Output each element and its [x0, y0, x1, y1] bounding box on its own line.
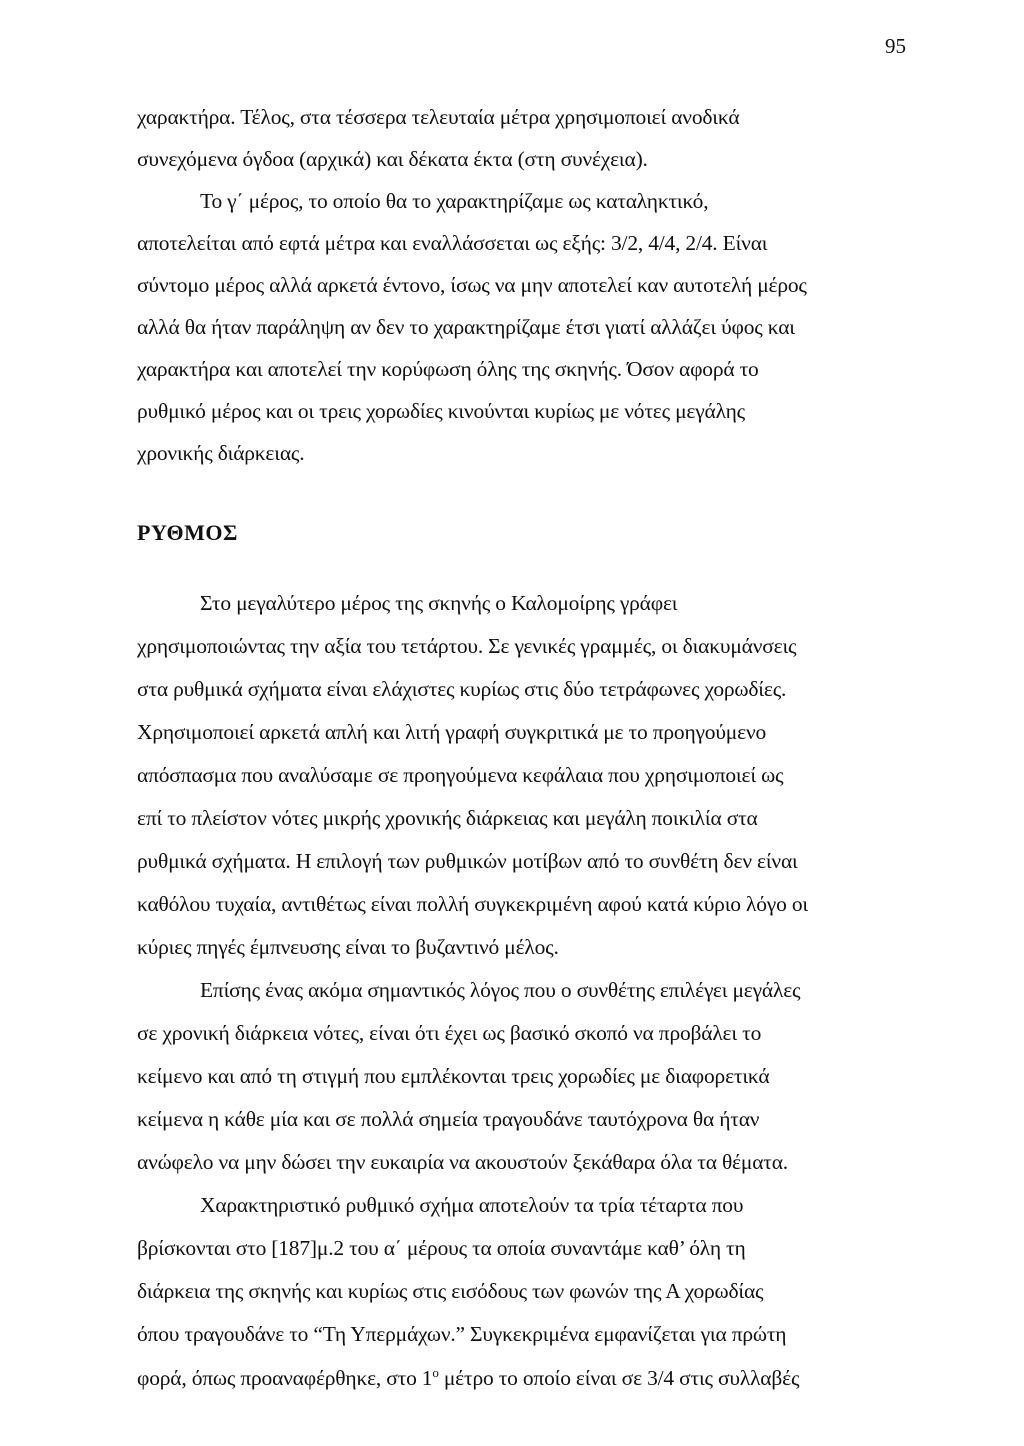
superscript-o: ο	[432, 1365, 439, 1380]
text-line: απόσπασμα που αναλύσαμε σε προηγούμενα κεφάλαια που χρησιμοποιεί ως	[137, 763, 784, 787]
text-line: στα ρυθμικά σχήματα είναι ελάχιστες κυρίως στις δύο τετράφωνες χορωδίες.	[137, 677, 787, 701]
text-line: ρυθμικά σχήματα. Η επιλογή των ρυθμικών μοτίβων από το συνθέτη δεν είναι	[137, 849, 798, 873]
text-line: αλλά θα ήταν παράληψη αν δεν το χαρακτηρίζαμε έτσι γιατί αλλάζει ύφος και	[137, 315, 795, 339]
text-line: χαρακτήρα. Τέλος, στα τέσσερα τελευταία μέτρα χρησιμοποιεί ανοδικά	[137, 105, 740, 129]
text-line: σε χρονική διάρκεια νότες, είναι ότι έχει ως βασικό σκοπό να προβάλει το	[137, 1021, 762, 1045]
text-line: ανώφελο να μην δώσει την ευκαιρία να ακουστούν ξεκάθαρα όλα τα θέματα.	[137, 1150, 788, 1174]
text-line: χρησιμοποιώντας την αξία του τετάρτου. Σε γενικές γραμμές, οι διακυμάνσεις	[137, 634, 797, 658]
text-line: Στο μεγαλύτερο μέρος της σκηνής ο Καλομοίρης γράφει	[200, 591, 678, 615]
text-line: επί το πλείστον νότες μικρής χρονικής διάρκειας και μεγάλη ποικιλία στα	[137, 806, 758, 830]
text-line: κύριες πηγές έμπνευσης είναι το βυζαντινό μέλος.	[137, 935, 559, 959]
text-line: αποτελείται από εφτά μέτρα και εναλλάσσεται ως εξής: 3/2, 4/4, 2/4. Είναι	[137, 231, 768, 255]
text-line: διάρκεια της σκηνής και κυρίως στις εισόδους των φωνών της Α χορωδίας	[137, 1279, 764, 1303]
text-line: συνεχόμενα όγδοα (αρχικά) και δέκατα έκτα (στη συνέχεια).	[137, 147, 648, 171]
text-line: κείμενα η κάθε μία και σε πολλά σημεία τραγουδάνε ταυτόχρονα θα ήταν	[137, 1107, 760, 1131]
text-line-last	[137, 1365, 799, 1391]
last-line-end: μέτρο το οποίο είναι σε 3/4 στις συλλαβές	[438, 1366, 800, 1391]
text-line: Επίσης ένας ακόμα σημαντικός λόγος που ο συνθέτης επιλέγει μεγάλες	[200, 978, 801, 1002]
section-heading: ΡΥΘΜΟΣ	[137, 520, 238, 545]
text-line: καθόλου τυχαία, αντιθέτως είναι πολλή συγκεκριμένη αφού κατά κύριο λόγο οι	[137, 892, 808, 916]
text-line: όπου τραγουδάνε το “Τη Υπερμάχων.” Συγκεκριμένα εμφανίζεται για πρώτη	[137, 1322, 787, 1346]
page-number: 95	[885, 34, 906, 58]
last-line-start: φορά, όπως προαναφέρθηκε, στο 1	[137, 1366, 433, 1391]
text-line: βρίσκονται στο [187]μ.2 του α΄ μέρους τα οποία συναντάμε καθ’ όλη τη	[137, 1236, 746, 1260]
text-line: Χρησιμοποιεί αρκετά απλή και λιτή γραφή συγκριτικά με το προηγούμενο	[137, 720, 767, 744]
text-line: χαρακτήρα και αποτελεί την κορύφωση όλης της σκηνής. Όσον αφορά το	[137, 357, 759, 381]
text-line: σύντομο μέρος αλλά αρκετά έντονο, ίσως να μην αποτελεί καν αυτοτελή μέρος	[137, 273, 807, 297]
text-line: κείμενο και από τη στιγμή που εμπλέκονται τρεις χορωδίες με διαφορετικά	[137, 1064, 770, 1088]
text-line: Χαρακτηριστικό ρυθμικό σχήμα αποτελούν τα τρία τέταρτα που	[200, 1193, 744, 1217]
text-line: χρονικής διάρκειας.	[137, 441, 305, 465]
text-line: ρυθμικό μέρος και οι τρεις χορωδίες κινούνται κυρίως με νότες μεγάλης	[137, 399, 745, 423]
text-line: Το γ΄ μέρος, το οποίο θα το χαρακτηρίζαμε ως καταληκτικό,	[200, 189, 709, 213]
